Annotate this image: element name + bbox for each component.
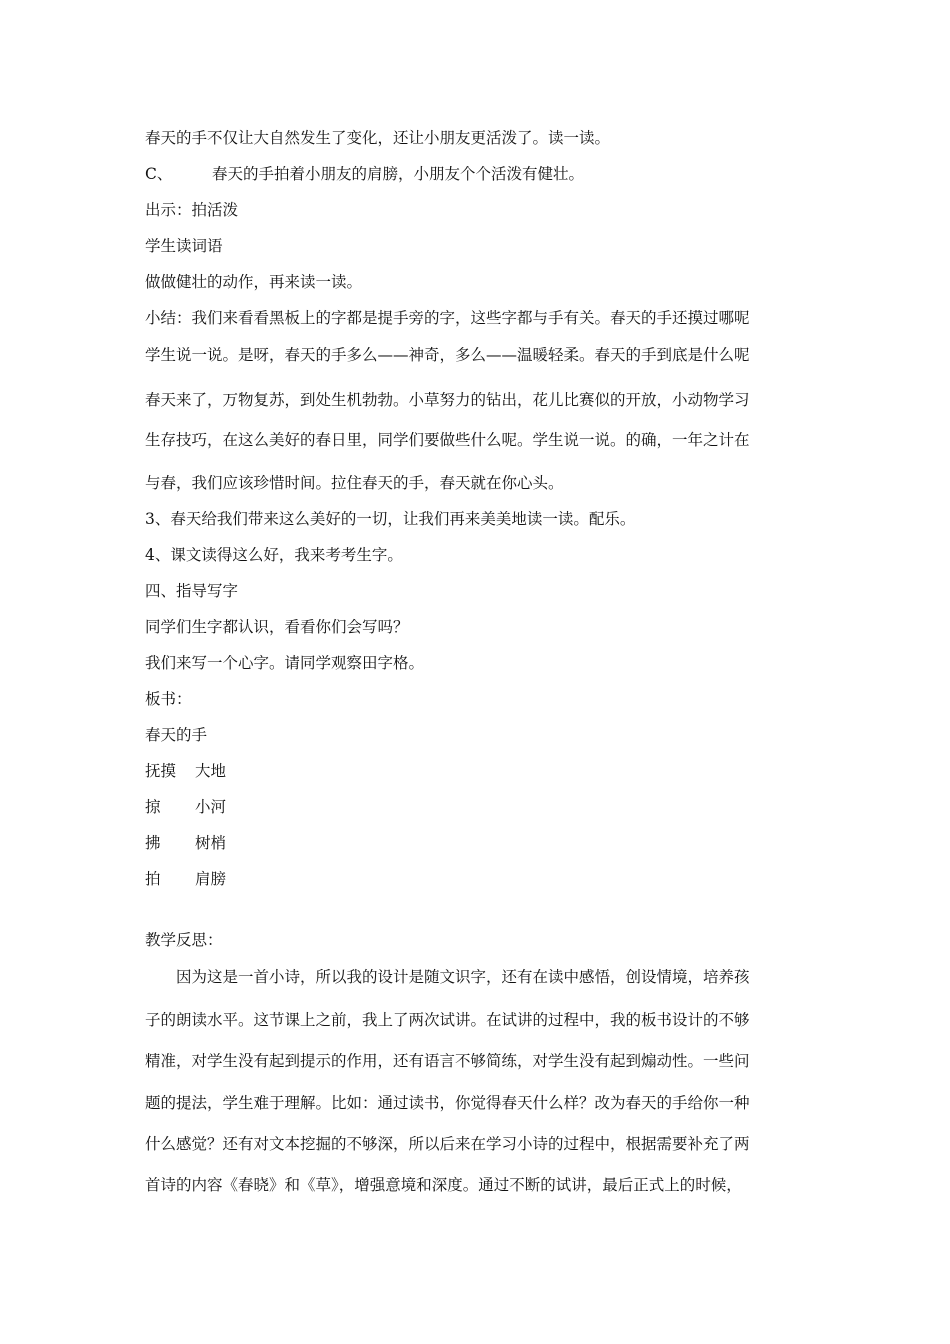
section-heading: 四、指导写字 [145,582,239,600]
text-line: 同学们生字都认识，看看你们会写吗？ [145,618,409,636]
board-label: 板书： [145,690,192,708]
text-line: 我们来写一个心字。请同学观察田字格。 [145,654,425,672]
board-object: 小河 [195,798,227,816]
reflection-line: 题的提法，学生难于理解。比如：通过读书，你觉得春天什么样？改为春天的手给你一种 [145,1094,750,1112]
text-line: 学生说一说。是呀，春天的手多么——神奇，多么——温暖轻柔。春天的手到底是什么呢 [145,346,750,364]
board-verb: 拍 [145,870,161,888]
reflection-line: 子的朗读水平。这节课上之前，我上了两次试讲。在试讲的过程中，我的板书设计的不够 [145,1011,750,1029]
text-line: 春天的手不仅让大自然发生了变化，还让小朋友更活泼了。读一读。 [145,129,611,147]
text-line: 4、课文读得这么好，我来考考生字。 [145,546,403,564]
reflection-line: 因为这是一首小诗，所以我的设计是随文识字，还有在读中感悟，创设情境，培养孩 [176,968,750,986]
text-line: 出示：拍活泼 [145,201,239,219]
text-line: 做做健壮的动作，再来读一读。 [145,273,363,291]
reflection-line: 首诗的内容《春晓》和《草》，增强意境和深度。通过不断的试讲，最后正式上的时候， [145,1176,742,1194]
board-row [145,761,227,781]
reflection-line: 精准，对学生没有起到提示的作用，还有语言不够简练，对学生没有起到煽动性。一些问 [145,1052,750,1070]
board-title: 春天的手 [145,726,208,744]
board-row [145,797,227,817]
item-label: C、 [145,165,173,183]
item-text: 春天的手拍着小朋友的肩膀，小朋友个个活泼有健壮。 [212,165,585,183]
reflection-line: 什么感觉？还有对文本挖掘的不够深，所以后来在学习小诗的过程中，根据需要补充了两 [145,1135,750,1153]
text-line: 春天来了，万物复苏，到处生机勃勃。小草努力的钻出，花儿比赛似的开放，小动物学习 [145,391,750,409]
reflection-heading: 教学反思： [145,931,223,949]
board-row [145,833,227,853]
text-line: 3、春天给我们带来这么美好的一切，让我们再来美美地读一读。配乐。 [145,510,636,528]
text-line: 与春，我们应该珍惜时间。拉住春天的手，春天就在你心头。 [145,474,564,492]
board-object: 大地 [195,762,227,780]
board-verb: 抚摸 [145,762,177,780]
text-line-c [145,164,585,184]
board-object: 树梢 [195,834,227,852]
text-line: 生存技巧，在这么美好的春日里，同学们要做些什么呢。学生说一说。的确，一年之计在 [145,431,750,449]
board-verb: 拂 [145,834,161,852]
board-row [145,869,227,889]
text-line: 小结：我们来看看黑板上的字都是提手旁的字，这些字都与手有关。春天的手还摸过哪呢 [145,309,750,327]
board-object: 肩膀 [195,870,227,888]
text-line: 学生读词语 [145,237,223,255]
board-verb: 掠 [145,798,161,816]
